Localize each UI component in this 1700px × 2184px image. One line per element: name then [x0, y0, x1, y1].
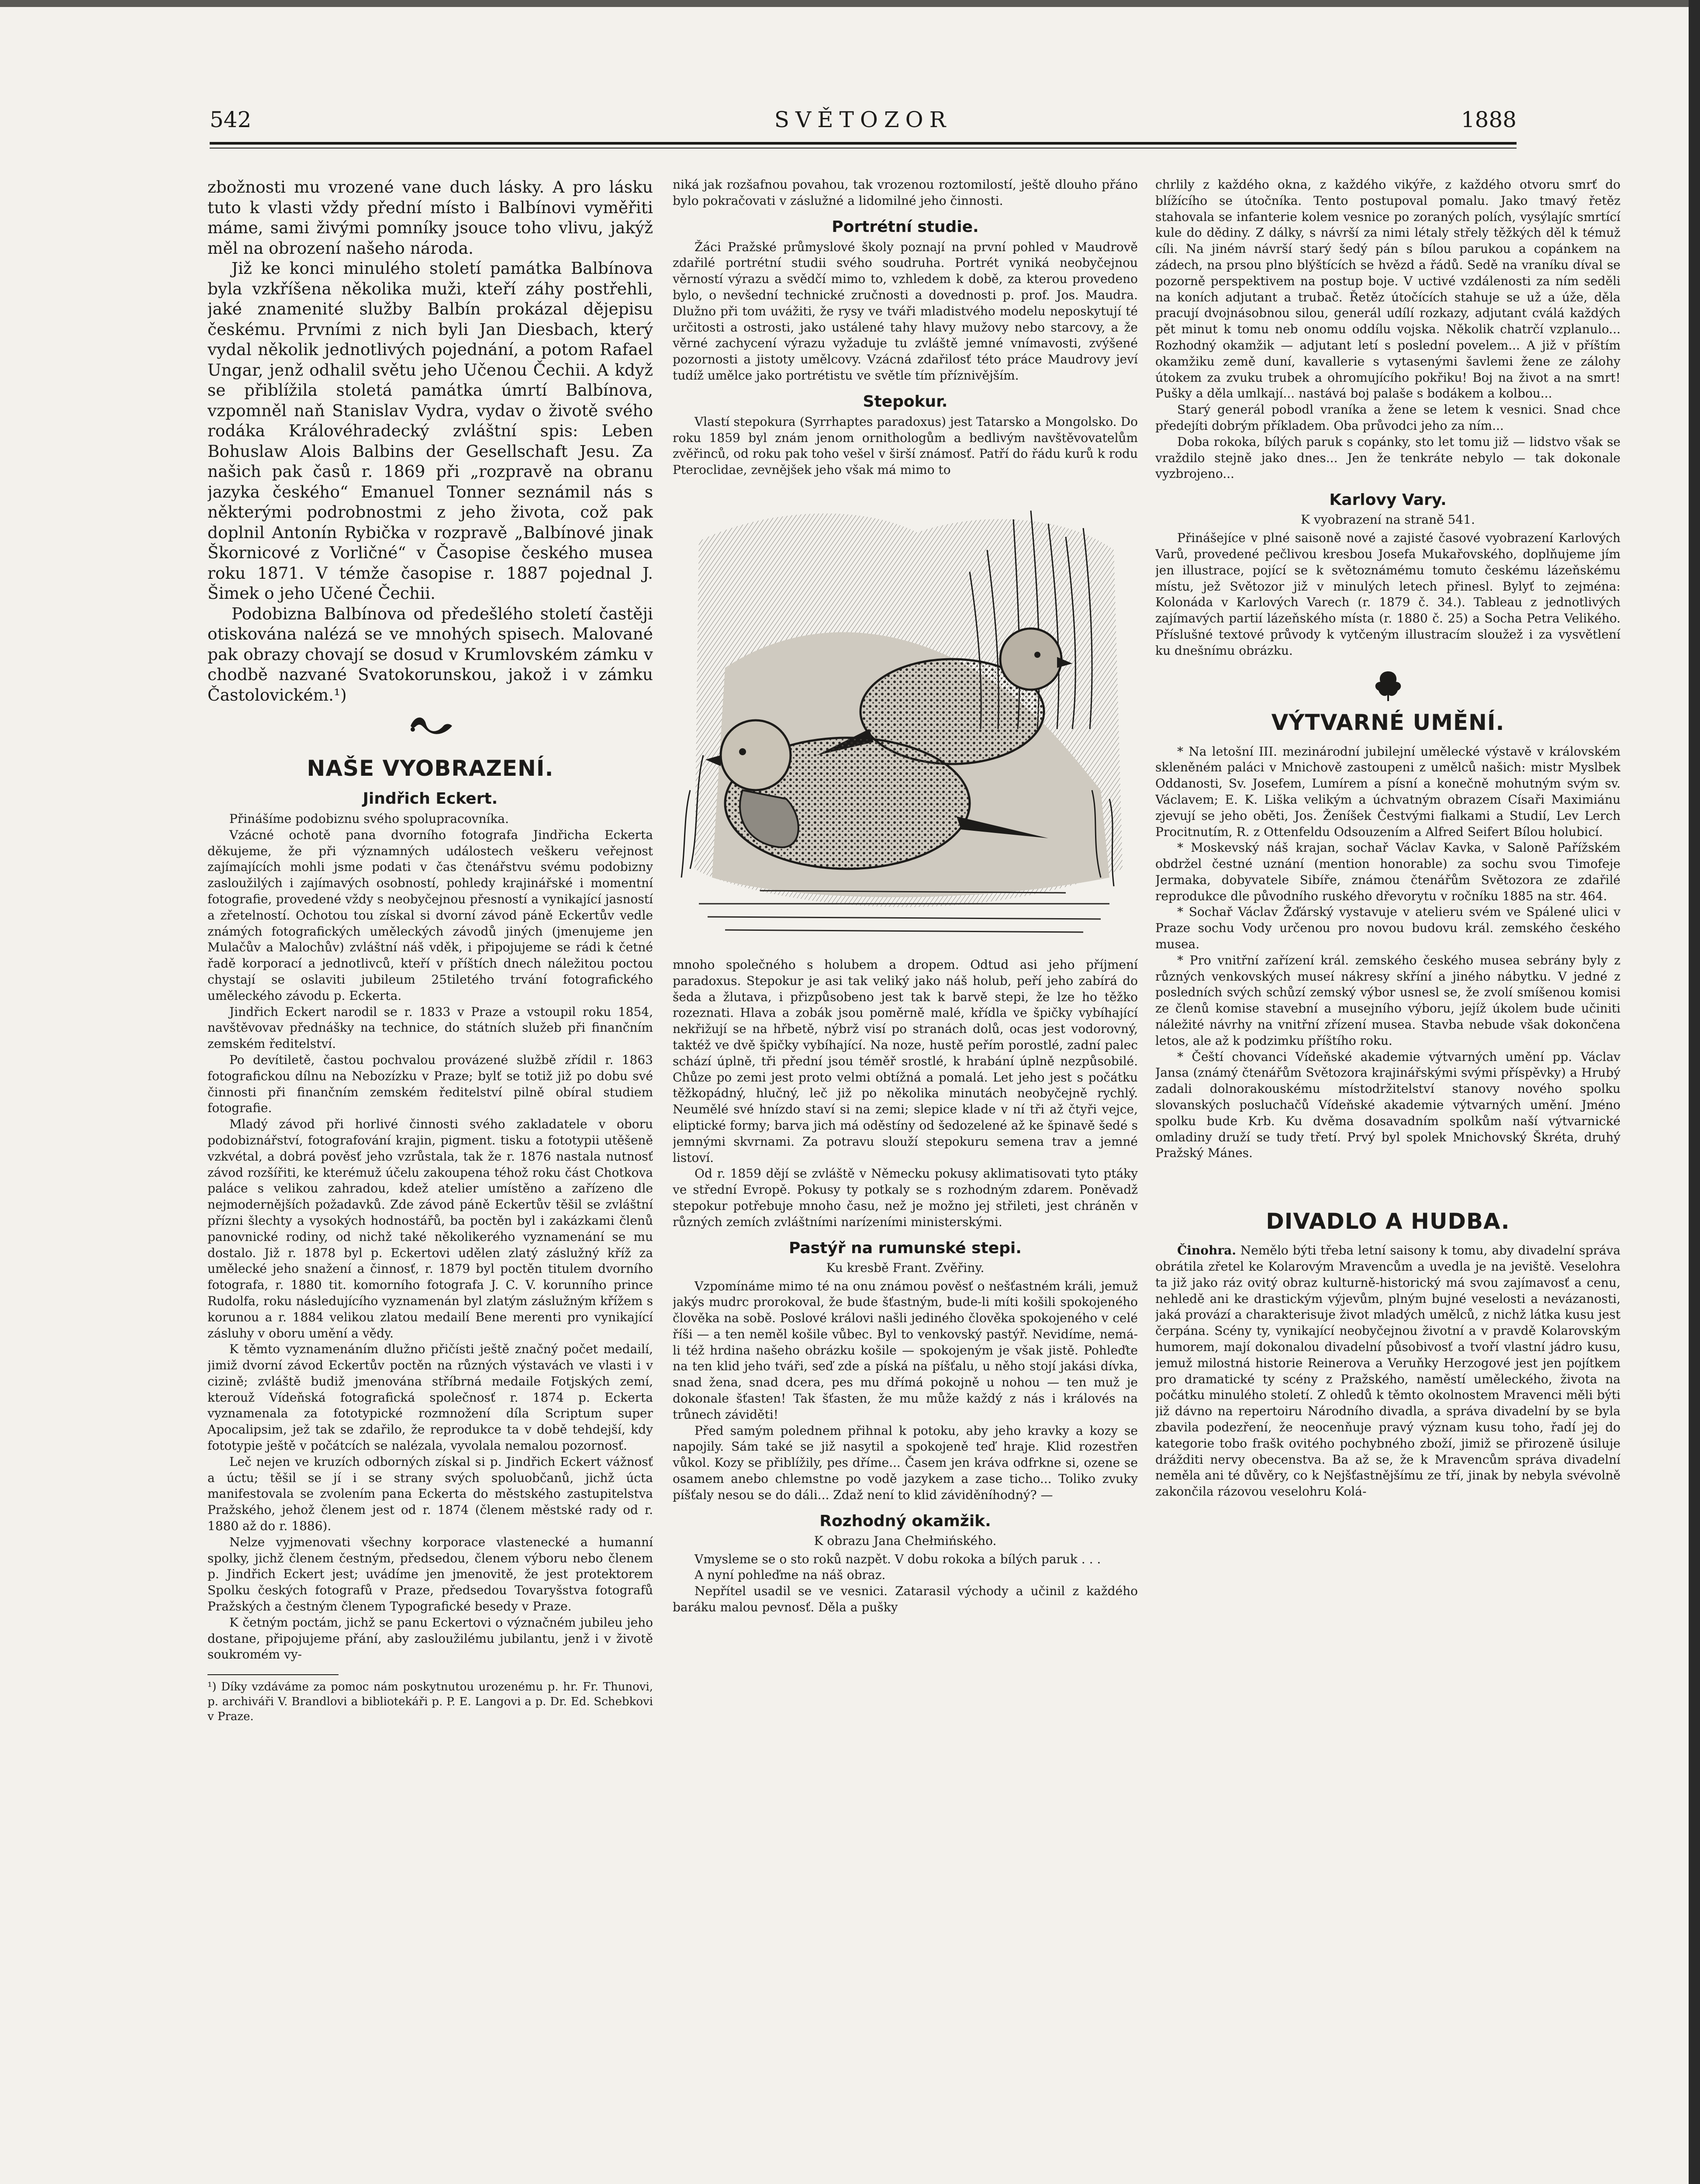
vine-ornament — [1155, 667, 1621, 698]
sandgrouse-illustration-icon — [673, 484, 1136, 947]
vytvarne-paragraph-2: * Moskevský náš krajan, sochař Václav Kavka, v Saloně Pařížském obdržel čestné uznání (mention honorable) za sochu svou Timofeje Jermaka, dobyvatele Sibíře, známou čtenářům Světozora ze zdařilé reprodukce dle původního ruského dřevorytu v ročníku 1885 na str. 464. — [1155, 840, 1621, 903]
divadlo-paragraph — [1155, 1243, 1621, 1500]
divadlo-text: Nemělo býti třeba letní saisony k tomu, aby divadelní správa obrátila zřetel ke Kolarovým Mravencům a uvedla je na jeviště. Veselohra ta již jako ráz ovitý obraz kulturně-historický má svou zajímavosť a cenu, nehledě ani ke drastickým výjevům, plným bujné veselosti a nevázanosti, jaká provází a charakterisuje život mladých umělců, z nichž látka kusu jest čerpána. Scény ty, vynikající neobyčejnou životní a v pravdě Kolarovským humorem, mají dokonalou divadelní působivosť a tvoří vlastní jádro kusu, jemuž milostná historie Reinerova a Veruňky Herzogové jest jen pojítkem pro dramatické ty scény z Pražského, naměstí uměleckého, života na počátku minulého století. Z ohledů k těmto okolnostem Mravenci měli býti již dávno na repertoiru Národního divadla, a správa divadelní by se byla zbavila podezření, že neocenňuje pravý význam kusu toho, řadí jej do kategorie tobo frašk ovitého pochybného zboží, jimiž se přirozeně úsiluje drážditi nervy obecenstva. Ba až se, že k Mravencům správa divadelní neměla ani té důvěry, co k Nejšťastnějšímu ze tří, jinak by nebyla svévolně zakončila rázovou veselohru Kolá- — [1155, 1243, 1621, 1499]
balbin-paragraph-3: Podobizna Balbínova od předešlého století častěji otiskována nalézá se ve mnohých spisech. Malované pak obrazy chovají se dosud v Krumlovském zámku v chodbě nazvané Svatokorunskou, jakož i v zámku Častolovickém.¹) — [207, 604, 653, 705]
eckert-paragraph-4: Po devítiletě, častou pochvalou provázené službě zřídil r. 1863 fotografickou dílnu na Nebozízku v Praze; bylť se totiž již po dobu své činnosti při finančním zemském ředitelství pilně obíral studiem fotografie. — [207, 1052, 653, 1116]
pastyr-subheading: Ku kresbě Frant. Zvěřiny. — [826, 1260, 985, 1275]
article-heading-rozhodny-okamzik: Rozhodný okamžik. — [819, 1512, 991, 1530]
rozhodny-subheading: K obrazu Jana Chełmińského. — [814, 1533, 997, 1548]
article-heading-eckert: Jindřich Eckert. — [363, 790, 498, 808]
issue-year: 1888 — [1461, 107, 1517, 132]
article-heading-karlovy-vary: Karlovy Vary. — [1329, 491, 1447, 509]
eckert-paragraph-1: Přinášíme podobiznu svého spolupracovníka. — [229, 812, 509, 826]
stepokur-paragraph-1: Vlastí stepokura (Syrrhaptes paradoxus) jest Tatarsko a Mongolsko. Do roku 1859 byl znám jenom ornithologům a bedlivým navštěvovatelům zvěřinců, od roku pak toho vešel v širší známosť. Patří do řádu kurů k rodu Pteroclidae, zevnějšek jeho však má mimo to — [673, 414, 1138, 477]
column-2 — [673, 177, 1138, 2156]
balbin-paragraph-1: zbožnosti mu vrozené vane duch lásky. A pro lásku tuto k vlasti vždy přední místo i Balbínovi vyměřiti máme, sami živými pomníky jsouce toho vlivu, jakýž měl na obrození našeho národa. — [207, 177, 653, 258]
eckert-paragraph-5: Mladý závod při horlivé činnosti svého zakladatele v oboru podobiznářství, fotografování krajin, pigment. tisku a fototypii utěšeně vzkvétal, a dobrá pověsť jeho vzrůstala, tak že r. 1876 nastala nutnosť závod rozšířiti, ke kterémuž účelu zakoupena téhož roku část Chotkova paláce s velikou zahradou, kdež atelier umístěno a zařízeno dle nejmodernějších požadavků. Zde závod páně Eckertův těšil se zvláštní přízni šlechty a vysokých hodnostářů, ba poctěn byl i zakázkami členů panovnické rodiny, od nichž také několikerého vyznamenání se mu dostalo. Již r. 1878 byl p. Eckertovi udělen zlatý záslužný kříž za umělecké jeho snažení a činnosť, r. 1879 byl poctěn titulem dvorního fotografa, r. 1880 tit. komorního fotografa J. C. V. korunního prince Rudolfa, roku následujícího vyznamenán byl zlatým záslužným křížem s korunou a r. 1884 velikou zlatou medailí Bene merenti pro vynikající zásluhy v oboru umění a vědy. — [207, 1117, 653, 1341]
eckert-paragraph-2: Vzácné ochotě pana dvorního fotografa Jindřicha Eckerta děkujeme, že při významných událostech veškeru veřejnost zajímajících mohli jsme podati v čas čtenářstvu svému podobizny zasloužilých i zajímavých osobností, pohledy krajinářské i momentní fotografie, provedené vždy s neobyčejnou přesností a vynikající jasností a zřetelností. Ochotou tou získal si dvorní závod páně Eckertův vedle známých fotografických uměleckých závodů jiných (jmenujeme jen Mulačův a Malochův) zvláštní náš vděk, i připojujeme se rádi k četné řadě korporací a jednotlivců, kteří v příštích dnech náležitou poctou chystají se oslaviti jubileum 25tiletého trvání fotografického uměleckého závodu p. Eckerta. — [207, 827, 653, 1003]
stepokur-paragraph-3: Od r. 1859 dějí se zvláště v Německu pokusy aklimatisovati tyto ptáky ve střední Evropě. Pokusy ty potkaly se s rozhodným zdarem. Poněvadž stepokur potřebuje mnoho času, než je možno jej střileti, jest chráněn v různých zemích zvláštními narízeními ministerskými. — [673, 1166, 1138, 1229]
eckert-paragraph-7: Leč nejen ve kruzích odborných získal si p. Jindřich Eckert vážnosť a úctu; těšil se jí i se strany svých spoluobčanů, jichž úcta manifestovala se zvolením pana Eckerta do městského zastupitelstva Pražského, jehož členem jest od r. 1874 (členem městské rady od r. 1880 až do r. 1886). — [207, 1454, 653, 1534]
portrait-study-paragraph: Žáci Pražské průmyslové školy poznají na první pohled v Maudrově zdařilé portrétní studii svého soudruha. Portrét vyniká neobyčejnou věrností výrazu a svědčí mimo to, vzhledem k době, za kterou provedeno bylo, o nevšední technické zručnosti a dovednosti p. prof. Jos. Maudra. Dlužno při tom uvážiti, že rysy ve tváři mladistvého modelu neposkytují té určitosti a ostrosti, jako ustálené tahy hlavy mužovy nebo starcovy, a že věrné zachycení výrazu vyžaduje tu zvláště jemné vnímavosti, zvýšené pozornosti a jistoty umělcovy. Vzácná zdařilosť této práce Maudrovy jeví tudíž umělce jako portrétistu ve světle tím příznivějším. — [673, 239, 1138, 383]
eckert-paragraph-8: Nelze vyjmenovati všechny korporace vlastenecké a humanní spolky, jichž členem čestným, předsedou, členem výboru nebo členem p. Jindřich Eckert jest; uvádíme jen jmenovitě, že jest protektorem Spolku českých fotografů v Praze, předsedou Tovaryšstva fotografů Pražských a čestným členem Typografické besedy v Praze. — [207, 1534, 653, 1614]
section-heading-vytvarne-umeni: VÝTVARNÉ UMĚNÍ. — [1271, 709, 1505, 735]
header-rule — [210, 142, 1517, 145]
leaf-ornament-icon — [404, 713, 456, 739]
journal-title: SVĚTOZOR — [774, 107, 952, 132]
sandgrouse-engraving — [673, 484, 1136, 947]
article-heading-pastyr: Pastýř na rumunské stepi. — [789, 1239, 1022, 1257]
eckert-paragraph-9: K četným poctám, jichž se panu Eckertovi o význačném jubileu jeho dostane, připojujeme přání, aby zasloužilému jubilantu, jenž i v životě soukromém vy- — [207, 1615, 653, 1662]
karlovy-subheading: K vyobrazení na straně 541. — [1301, 512, 1475, 527]
vytvarne-paragraph-3: * Sochař Václav Žďárský vystavuje v atelieru svém ve Spálené ulici v Praze sochu Vody určenou pro novou budovu král. zemského českého musea. — [1155, 905, 1621, 952]
column-1 — [207, 177, 653, 2094]
fleuron-ornament — [207, 713, 653, 743]
eckert-paragraph-6: K těmto vyznamenáním dlužno přičísti ještě značný počet medailí, jimiž dvorní závod Eckertův poctěn na různých výstavách ve vlasti i v cizině; zvláště budiž jmenována stříbrná medaile Fotjských zemí, kterouž Vídeňská fotografická společnosť r. 1874 p. Eckerta vyznamenala za fototypické rozmnožení díla Scriptum super Apocalipsim, jež tak se zdařilo, že reprodukce ta v době tehdejší, kdy fototypie ještě v počátcích se nalézala, vyvolala nemalou pozornosť. — [207, 1342, 653, 1453]
cinohra-lead: Činohra. — [1177, 1243, 1236, 1258]
page-number: 542 — [210, 107, 252, 132]
rozhodny-paragraph-2: A nyní pohleďme na náš obraz. — [695, 1568, 886, 1583]
rozhodny-continuation-2: Starý generál pobodl vraníka a žene se letem k vesnici. Snad chce předejíti dobrým příkladem. Oba průvodci jeho za ním... — [1155, 402, 1621, 433]
pastyr-paragraph-2: Před samým polednem přihnal k potoku, aby jeho kravky a kozy se napojily. Sám také se již nasytil a spokojeně teď hraje. Klid rozestřen vůkol. Kozy se přiblížily, pes dříme... Časem jen kráva odfrkne si, ozene se osamem anebo chlemstne po vodě jazykem a zase ticho... Toliko zvuky píšťaly nesou se do dáli... Zdaž není to klid záviděníhodný? — — [673, 1423, 1138, 1502]
vytvarne-paragraph-1: * Na letošní III. mezinárodní jubilejní umělecké výstavě v královském skleněném paláci v Mnichově zastoupeni z umělců našich: mistr Myslbek Oddanosti, Sv. Josefem, Lumírem a písní a konečně mohutným svým sv. Václavem; E. K. Liška velikým a úchvatným obrazem Císaři Maximiánu zjevují se jeho oběti, Jos. Ženíšek Čestvými fialkami a Studií, Lev Lerch Procitnutím, R. z Ottenfeldu Odsouzením a Alfred Seifert Bílou holubicí. — [1155, 744, 1621, 839]
scan-top-edge — [0, 0, 1700, 7]
header-rule-thin — [210, 148, 1517, 149]
section-heading-nase-vyobrazeni: NAŠE VYOBRAZENÍ. — [307, 756, 554, 781]
balbin-paragraph-2: Již ke konci minulého století památka Balbínova byla vzkříšena několika muži, kteří záhy postřehli, jaké znamenité služby Balbín prokázal dějepisu českému. Prvními z nich byli Jan Diesbach, který vydal několik jednotlivých pojednání, a potom Rafael Ungar, jenž odhalil světu jeho Učenou Čechii. A když se přiblížila stoletá památka úmrtí Balbínova, vzpomněl naň Stanislav Vydra, vydav o životě svého rodáka Královéhradecký zvláštní spis: Leben Bohuslaw Alois Balbins der Gesellschaft Jesu. Za našich pak časů r. 1869 při „rozpravě na obranu jazyka českého“ Emanuel Tonner seznámil nás s některými podrobnostmi z jeho života, což pak doplnil Antonín Rybička v rozpravě „Balbínové jinak Škornicové z Vorličné“ v Časopise českého musea roku 1871. V témže časopise r. 1887 pojednal J. Šimek o jeho Učené Čechii. — [207, 259, 653, 603]
footnote-rule — [207, 1674, 339, 1675]
footnote: ¹) Díky vzdáváme za pomoc nám poskytnutou urozenému p. hr. Fr. Thunovi, p. archiváři V. Brandlovi a bibliotekáři p. P. E. Langovi a p. Dr. Ed. Schebkovi v Praze. — [207, 1680, 653, 1724]
scan-right-edge — [1689, 0, 1700, 2184]
vytvarne-paragraph-5: * Čeští chovanci Vídeňské akademie výtvarných umění pp. Václav Jansa (známý čtenářům Světozora krajinářskými svými příspěvky) a Hrubý zadali dolnorakouskému místodržitelství stanovy nového spolku slovanských posluchačů Vídeňské akademie výtvarných umění. Jméno spolku bude Krb. Ku dvěma dosavadním spolkům naší výtvarnické omladiny druží se tudy třetí. Prvý byl spolek Mnichovský Škréta, druhý Pražský Mánes. — [1155, 1049, 1621, 1161]
rozhodny-continuation-1: chrlily z každého okna, z každého vikýře, z každého otvoru smrť do blížícího se útočníka. Tento postupoval pomalu. Jako tmavý řetěz stahovala se infanterie kolem vesnice po zoraných polích, vysýlajíc smrtící kule do dědiny. Z dálky, s návrší za nimi létaly střely těžkých děl k témuž cíli. Na jiném návrší starý šedý pán s bílou parukou a copánkem na zádech, na prsou plno blýštících se hvězd a řádů. Sedě na vraníku díval se pozorně perspektivem na postup boje. V uctivé vzdálenosti za ním seděli na koních adjutant a trubač. Řetěz útočících stahuje se už a úže, děla pracují dvojnásobnou silou, generál udílí rozkazy, adjutant cválá každých pět minut k tomu neb onomu oddílu vojska. Několik chatrčí vzplanulo... Rozhodný okamžik — adjutant letí s poslední povelem... A již v příštím okamžiku země duní, kavallerie s vytasenými šavlemi žene ze zálohy útokem za zvuku trubek a ohromujícího pokřiku! Boj na život a na smrt! Pušky a děla umlkají... nastává boj palaše s bodákem a kolbou... — [1155, 177, 1621, 401]
section-heading-divadlo-a-hudba: DIVADLO A HUDBA. — [1266, 1209, 1510, 1234]
rozhodny-paragraph-1: Vmysleme se o sto roků nazpět. V dobu rokoka a bílých paruk . . . — [695, 1552, 1101, 1566]
grape-leaf-ornament-icon — [1371, 667, 1406, 702]
page-header — [210, 107, 1517, 138]
column-3 — [1155, 177, 1621, 2156]
article-heading-stepokur: Stepokur. — [863, 392, 948, 411]
rozhodny-paragraph-3: Nepřítel usadil se ve vesnici. Zatarasil východy a učinil z každého baráku malou pevnosť. Děla a pušky — [673, 1584, 1138, 1615]
pastyr-paragraph-1: Vzpomínáme mimo té na onu známou pověsť o nešťastném králi, jemuž jakýs mudrc prorokoval, že bude šťastným, bude-li míti košili spokojeného člověka na sobě. Poslové královi našli jediného člověka spokojeného v celé říši — a ten neměl košile vůbec. Byl to venkovský pastýř. Nevidíme, nemá-li též hrdina našeho obrázku košile — spokojeným je však jistě. Pohleďte na ten klid jeho tváři, seď zde a píská na píšťalu, u něho stojí jakási dívka, snad žena, snad dcera, pes mu dřímá pokojně u nohou — ten muž je dokonale šťasten! Tak šťasten, že mu může každý z nás i královés na trůnech záviděti! — [673, 1279, 1138, 1422]
karlovy-paragraph: Přinášejíce v plné saisoně nové a zajisté časové vyobrazení Karlových Varů, provedené pečlivou kresbou Josefa Mukařovského, doplňujeme jím jen illustrace, pojící se k světoznámému tomuto českému lázeňskému místu, jež Světozor již v minulých letech přinesl. Bylyť to zejména: Kolonáda v Karlových Varech (r. 1879 č. 34.). Tableau z jednotlivých zajímavých partií lázeňského místa (r. 1880 č. 25) a Socha Petra Velikého. Příslušné textové průvody k vytčeným illustracím sloužež i za vysvětlení ku dnešnímu obrázku. — [1155, 531, 1621, 658]
eckert-continuation: niká jak rozšafnou povahou, tak vrozenou roztomilostí, ještě dlouho přáno bylo pokračovati v záslužné a lidomilné jeho činnosti. — [673, 177, 1138, 208]
eckert-paragraph-3: Jindřich Eckert narodil se r. 1833 v Praze a vstoupil roku 1854, navštěvovav přednášky na technice, do státních služeb při finančním zemském ředitelství. — [207, 1004, 653, 1051]
stepokur-paragraph-2: mnoho společného s holubem a dropem. Odtud asi jeho příjmení paradoxus. Stepokur je asi tak veliký jako náš holub, peří jeho zabírá do šeda a žlutava, i přizpůsobeno jest tak k barvě stepi, že lze ho těžko rozeznati. Hlava a zobák jsou poměrně malé, křídla ve špičky vybíhající nekřižují se na hřbetě, nýbrž visí po stranách dolů, ocas jest vodorovný, taktéž ve dvě špičky vybíhající. Na noze, hustě peřím porostlé, zadní palec schází úplně, tři přední jsou téměř srostlé, k hrabání úplně nezpůsobilé. Chůze po zemi jest proto velmi obtížná a pomalá. Let jeho jest s počátku těžkopádný, hlučný, leč již po několika minutách neobyčejně rychlý. Neumělé své hnízdo staví si na zemi; slepice klade v ní tři až čtyři vejce, eliptické formy; barva jich má oděstíny od šedozelené až ke špinavě šedé s jemnými skvrnami. Za potravu slouží stepokuru semena trav a jemné listoví. — [673, 957, 1138, 1165]
article-heading-portretni-studie: Portrétní studie. — [832, 218, 979, 236]
vytvarne-paragraph-4: * Pro vnitřní zařízení král. zemského českého musea sebrány byly z různých venkovských museí nákresy skříní a jiného nábytku. V jedné z posledních svých schůzí zemský výbor usnesl se, že zvolí smíšenou komisi ze členů komise stavební a musejního výboru, jejíž úkolem bude učiniti náležité návrhy na vnitřní zřízení musea. Stavba nebude však dokončena letos, ale až k podzimku příštího roku. — [1155, 953, 1621, 1048]
rozhodny-continuation-3: Doba rokoka, bílých paruk s copánky, sto let tomu již — lidstvo však se vraždilo stejně jako dnes... Jen že tenkráte nebylo — tak dokonale vyzbrojeno... — [1155, 434, 1621, 481]
